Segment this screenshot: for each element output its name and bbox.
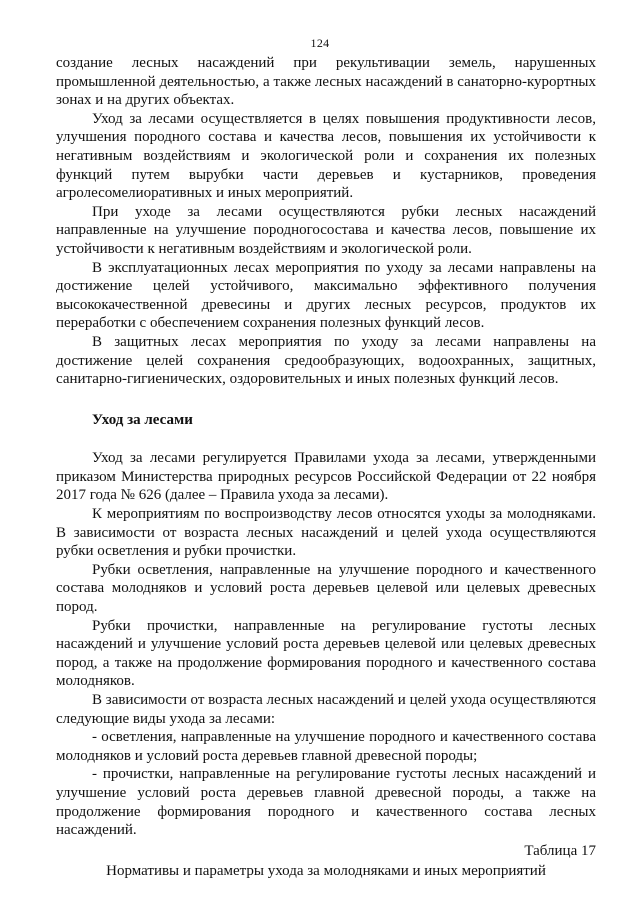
section-heading: Уход за лесами (92, 411, 193, 428)
paragraph-exploitation-forests: В эксплуатационных лесах мероприятия по уходу за лесами направлены на достижение целей устойчивого, максимально эффективного получения высококачественной древесины и других лесных ресурсов, продуктов их переработки с обеспечением сохранения полезных функций лесов. (56, 259, 596, 332)
page-content (56, 54, 596, 881)
paragraph-protective-forests: В защитных лесах мероприятия по уходу за лесами направлены на достижение целей сохранения средообразующих, водоохранных, защитных, санитарно-гигиенических, оздоровительных и иных полезных функций лесов. (56, 333, 596, 388)
paragraph-young-stands: К мероприятиям по воспроизводству лесов относятся уходы за молодняками. В зависимости от возраста лесных насаждений и целей ухода осуществляются рубки осветления и рубки прочистки. (56, 506, 596, 560)
list-item: - прочистки, направленные на регулирование густоты лесных насаждений и улучшение условий роста деревьев главной древесной породы, а также на продолжение формирования породного и качественного состава лесных насаждений. (56, 766, 596, 839)
paragraph-thinning-felling: Рубки прочистки, направленные на регулирование густоты лесных насаждений и улучшение условий роста деревьев целевой или целевых древесных пород, а также на продолжение формирования породного и качественного состава молодняков. (56, 617, 596, 690)
paragraph-care-types: В зависимости от возраста лесных насаждений и целей ухода осуществляются следующие виды ухода за лесами: (56, 692, 596, 727)
paragraph-felling: При уходе за лесами осуществляются рубки лесных насаждений направленные на улучшение породногосостава и качества лесов, повышение их устойчивости к негативным воздействиям и экологической роли. (56, 203, 596, 257)
paragraph-forest-care-purpose: Уход за лесами осуществляется в целях повышения продуктивности лесов, улучшения породного состава и качества лесов, повышения их устойчивости к негативным воздействиям и экологической роли и сохранения их полезных функций путем вырубки части деревьев и кустарников, проведения агролесомелиоративных и иных мероприятий. (56, 110, 596, 202)
paragraph-clearing-felling: Рубки осветления, направленные на улучшение породного и качественного состава молодняков и условий роста деревьев целевой или целевых древесных пород. (56, 561, 596, 616)
page-number: 124 (310, 36, 330, 50)
paragraph-care-rules: Уход за лесами регулируется Правилами ухода за лесами, утвержденными приказом Министерства природных ресурсов Российской Федерации от 22 ноября 2017 года № 626 (далее – Правила ухода за лесами). (56, 450, 596, 504)
table-caption: Нормативы и параметры ухода за молодняками и иных мероприятий (106, 863, 546, 880)
table-number: Таблица 17 (524, 842, 596, 859)
list-item: - осветления, направленные на улучшение породного и качественного состава молодняков и условий роста деревьев главной древесной породы; (56, 729, 596, 764)
paragraph-continuation: создание лесных насаждений при рекультивации земель, нарушенных промышленной деятельностью, а также лесных насаждений в санаторно-курортных зонах и на других объектах. (56, 55, 596, 109)
